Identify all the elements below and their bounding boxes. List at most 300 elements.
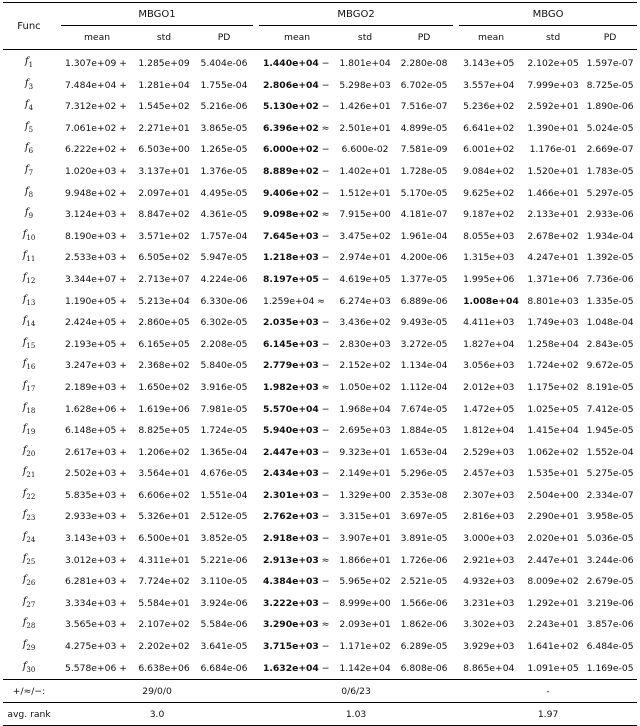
function-symbol: f	[22, 574, 27, 586]
mbgo-pd-cell: 1.392e-05	[586, 252, 634, 264]
mbgo-pd-cell: 3.219e-06	[586, 597, 634, 609]
col-header-std: std	[545, 32, 561, 43]
mbgo2-mean-cell	[259, 50, 335, 75]
table-row	[3, 312, 637, 334]
mbgo2-pd-cell: 1.961e-04	[400, 230, 448, 242]
comparison-symbol: −	[318, 425, 330, 437]
mbgo1-mean-cell: 9.948e+02 +	[65, 187, 127, 199]
mbgo2-std-cell: 3.436e+02	[339, 317, 391, 329]
comparison-symbol: −	[318, 360, 330, 372]
mbgo2-mean-cell	[259, 593, 335, 615]
mbgo2-mean-value: 3.715e+03	[263, 641, 319, 653]
mbgo1-mean-cell: 1.190e+05 +	[65, 295, 127, 307]
mbgo2-mean-cell	[259, 528, 335, 550]
function-label	[3, 550, 55, 572]
function-symbol: f	[22, 639, 27, 651]
mbgo-std-cell: 2.133e+01	[527, 209, 579, 221]
mbgo-pd-cell: 1.597e-07	[586, 58, 634, 69]
mbgo2-std-cell: 1.050e+02	[339, 381, 391, 393]
col-header-pd: PD	[603, 32, 617, 43]
mbgo-std-cell: 8.009e+02	[527, 576, 579, 588]
mbgo-std-cell: 2.020e+01	[527, 533, 579, 545]
function-index: 8	[28, 190, 34, 199]
mbgo2-std-cell: 2.501e+01	[339, 122, 391, 134]
table-row	[3, 269, 637, 291]
mbgo2-mean-value: 6.396e+02	[263, 122, 319, 134]
mbgo1-std-cell: 2.271e+01	[138, 122, 190, 134]
mbgo2-std-cell: 6.600e-02	[341, 144, 389, 156]
mbgo2-mean-value: 8.889e+02	[263, 165, 319, 177]
function-symbol: f	[24, 77, 29, 89]
function-index: 11	[26, 255, 36, 264]
mbgo1-pd-cell: 1.365e-04	[200, 446, 248, 458]
mbgo-mean-cell: 2.816e+03	[463, 511, 515, 523]
mbgo-std-cell: 2.678e+02	[527, 230, 579, 242]
mbgo-std-cell: 1.176e-01	[529, 144, 577, 156]
table-row	[3, 377, 637, 399]
function-label	[3, 636, 55, 658]
mbgo2-mean-cell	[259, 420, 335, 442]
mbgo1-mean-cell: 3.143e+03 +	[65, 533, 127, 545]
mbgo1-pd-cell: 3.916e-05	[200, 381, 248, 393]
function-label	[3, 96, 55, 118]
mbgo1-pd-cell: 1.757e-04	[200, 230, 248, 242]
mbgo1-mean-cell: 5.835e+03 +	[65, 489, 127, 501]
mbgo-std-cell: 7.999e+03	[527, 79, 579, 91]
mbgo2-mean-value: 5.570e+04	[263, 403, 319, 415]
mbgo2-mean-cell	[259, 355, 335, 377]
mbgo-pd-cell: 2.669e-07	[586, 144, 634, 156]
function-label	[3, 269, 55, 291]
func-header: Func	[3, 3, 55, 50]
mbgo1-std-cell: 3.137e+01	[138, 165, 190, 177]
function-index: 19	[26, 428, 36, 437]
mbgo-std-cell: 1.175e+02	[527, 381, 579, 393]
mbgo-pd-cell: 9.672e-05	[586, 360, 634, 372]
mbgo-std-cell: 1.535e+01	[527, 468, 579, 480]
comparison-symbol: −	[318, 230, 330, 242]
mbgo2-pd-cell: 6.808e-06	[395, 658, 453, 680]
function-index: 20	[26, 449, 36, 458]
mbgo1-mean-cell: 2.193e+05 +	[65, 338, 127, 350]
mbgo1-pd-cell: 5.840e-05	[200, 360, 248, 372]
mbgo2-mean-cell	[259, 399, 335, 421]
comparison-symbol: −	[318, 187, 330, 199]
mbgo2-std-cell: 3.475e+02	[339, 230, 391, 242]
function-index: 1	[28, 61, 34, 69]
comparison-symbol: ≈	[318, 619, 330, 631]
mbgo2-mean-value: 2.301e+03	[263, 489, 319, 501]
function-symbol: f	[22, 379, 27, 391]
comparison-symbol: −	[318, 533, 330, 545]
mbgo2-pd-cell: 9.493e-05	[400, 317, 448, 329]
function-symbol: f	[24, 120, 29, 132]
mbgo-pd-cell: 1.335e-05	[586, 295, 634, 307]
mbgo2-std-cell: 1.801e+04	[339, 58, 391, 69]
mbgo1-pd-cell: 5.221e-06	[200, 554, 248, 566]
mbgo1-std-cell: 2.860e+05	[138, 317, 190, 329]
mbgo1-mean-cell: 2.189e+03 +	[65, 381, 127, 393]
mbgo2-mean-value: 7.645e+03	[263, 230, 319, 242]
function-label	[3, 658, 55, 680]
function-symbol: f	[22, 487, 27, 499]
table-row	[3, 658, 637, 680]
mbgo1-std-cell: 2.107e+02	[138, 619, 190, 631]
function-index: 30	[26, 665, 36, 674]
function-symbol: f	[24, 207, 29, 219]
mbgo2-std-cell: 6.274e+03	[339, 295, 391, 307]
mbgo2-mean-cell	[259, 269, 335, 291]
mbgo2-mean-value: 2.913e+03	[263, 554, 319, 566]
mbgo-std-cell: 1.520e+01	[527, 165, 579, 177]
mbgo-pd-cell: 3.244e-06	[586, 554, 634, 566]
mbgo1-pd-cell: 1.265e-05	[200, 144, 248, 156]
table-row	[3, 247, 637, 269]
table-row	[3, 420, 637, 442]
comparison-symbol: −	[318, 446, 330, 458]
mbgo1-mean-cell: 3.247e+03 +	[65, 360, 127, 372]
function-label	[3, 614, 55, 636]
mbgo2-std-cell: 1.512e+01	[339, 187, 391, 199]
mbgo2-mean-value: 5.940e+03	[263, 425, 319, 437]
mbgo1-mean-cell: 3.124e+03 +	[65, 209, 127, 221]
function-label	[3, 463, 55, 485]
group-header-mbgo2: MBGO2	[259, 3, 453, 26]
mbgo1-std-cell: 6.505e+02	[138, 252, 190, 264]
table-row	[3, 161, 637, 183]
mbgo1-mean-cell: 6.222e+02 +	[65, 144, 127, 156]
mbgo1-std-cell: 5.326e+01	[138, 511, 190, 523]
mbgo2-mean-value: 2.447e+03	[263, 446, 319, 458]
mbgo2-pd-cell: 2.280e-08	[400, 58, 448, 69]
mbgo1-pd-cell: 1.376e-05	[200, 165, 248, 177]
table-row	[3, 506, 637, 528]
function-symbol: f	[24, 56, 29, 67]
mbgo2-mean-cell	[259, 183, 335, 205]
comparison-symbol: −	[318, 317, 330, 329]
mbgo2-mean-value: 1.632e+04	[263, 662, 319, 674]
mbgo1-pd-cell: 4.224e-06	[200, 273, 248, 285]
mbgo2-pd-cell: 3.891e-05	[400, 533, 448, 545]
mbgo-mean-cell: 2.012e+03	[463, 381, 515, 393]
mbgo-mean-cell: 8.055e+03	[463, 230, 515, 242]
function-label	[3, 593, 55, 615]
mbgo2-mean-cell	[259, 463, 335, 485]
function-index: 21	[26, 471, 36, 480]
mbgo-pd-cell: 2.933e-06	[586, 209, 634, 221]
mbgo-pd-cell: 1.048e-04	[586, 317, 634, 329]
col-header-std: std	[357, 32, 373, 43]
col-header-mean: mean	[284, 32, 311, 43]
mbgo2-mean-cell	[259, 377, 335, 399]
mbgo2-std-cell: 1.329e+00	[339, 489, 391, 501]
mbgo1-mean-cell: 3.334e+03 +	[65, 597, 127, 609]
function-symbol: f	[22, 315, 27, 327]
mbgo1-std-cell: 1.650e+02	[138, 381, 190, 393]
mbgo2-pd-cell: 7.674e-05	[400, 403, 448, 415]
mbgo-pd-cell: 3.958e-05	[586, 511, 634, 523]
mbgo2-mean-cell	[259, 118, 335, 140]
mbgo2-mean-cell	[259, 614, 335, 636]
mbgo1-pd-cell: 5.947e-05	[200, 252, 248, 264]
subcolumn-header-row	[3, 26, 637, 50]
mbgo2-mean-value: 6.145e+03	[263, 338, 319, 350]
mbgo2-std-cell: 2.152e+02	[339, 360, 391, 372]
average-rank-row-label: avg. rank	[3, 703, 55, 726]
mbgo2-pd-cell: 1.728e-05	[400, 165, 448, 177]
mbgo2-mean-value: 2.762e+03	[263, 511, 319, 523]
mbgo2-pd-cell: 1.884e-05	[400, 425, 448, 437]
mbgo-std-cell: 1.466e+01	[527, 187, 579, 199]
function-symbol: f	[22, 228, 27, 240]
mbgo1-std-cell: 8.847e+02	[138, 209, 190, 221]
mbgo-std-cell: 2.102e+05	[527, 58, 579, 69]
results-table	[3, 2, 637, 726]
mbgo-mean-cell: 1.812e+04	[463, 425, 515, 437]
mbgo-mean-cell: 1.315e+03	[463, 252, 515, 264]
mbgo2-pd-cell: 1.377e-05	[400, 273, 448, 285]
function-index: 9	[28, 212, 34, 221]
mbgo1-std-cell: 4.311e+01	[138, 554, 190, 566]
function-symbol: f	[22, 509, 27, 521]
mbgo-mean-cell: 2.307e+03	[463, 489, 515, 501]
mbgo1-pd-cell: 6.302e-05	[200, 317, 248, 329]
function-symbol: f	[22, 293, 27, 305]
function-label	[3, 420, 55, 442]
mbgo1-std-cell: 2.368e+02	[138, 360, 190, 372]
comparison-symbol: ≈	[318, 209, 330, 221]
function-label	[3, 291, 55, 313]
mbgo-std-cell: 2.290e+01	[527, 511, 579, 523]
mbgo1-pd-cell: 7.981e-05	[200, 403, 248, 415]
mbgo-std-cell: 1.749e+03	[527, 317, 579, 329]
mbgo-pd-cell: 6.484e-05	[586, 641, 634, 653]
mbgo1-mean-cell: 2.502e+03 +	[65, 468, 127, 480]
mbgo-pd-cell: 8.725e-05	[586, 79, 634, 91]
mbgo2-mean-value: 8.197e+05	[263, 273, 319, 285]
function-symbol: f	[24, 163, 29, 175]
mbgo2-mean-cell	[259, 139, 335, 161]
mbgo2-pd-cell: 6.289e-05	[400, 641, 448, 653]
mbgo1-mean-cell: 8.190e+03 +	[65, 230, 127, 242]
mbgo1-pd-cell: 5.216e-06	[200, 101, 248, 113]
mbgo2-mean-value: 3.222e+03	[263, 597, 319, 609]
mbgo-std-cell: 1.390e+01	[527, 122, 579, 134]
mbgo1-mean-cell: 6.148e+05 +	[65, 425, 127, 437]
mbgo2-pd-cell: 1.566e-06	[400, 597, 448, 609]
group-header-row	[3, 3, 637, 26]
mbgo2-std-cell: 5.965e+02	[339, 576, 391, 588]
mbgo-mean-cell: 6.641e+02	[463, 122, 515, 134]
mbgo2-pd-cell: 1.862e-06	[400, 619, 448, 631]
mbgo-std-cell: 4.247e+01	[527, 252, 579, 264]
mbgo1-pd-cell: 2.512e-05	[200, 511, 248, 523]
mbgo1-std-cell: 2.097e+01	[138, 187, 190, 199]
mbgo2-mean-value: 1.259e+04	[263, 295, 315, 307]
function-symbol: f	[24, 142, 29, 154]
mbgo2-mean-cell	[259, 204, 335, 226]
mbgo1-std-cell: 1.281e+04	[138, 79, 190, 91]
mbgo2-std-cell: 1.402e+01	[339, 165, 391, 177]
mbgo1-std-cell: 2.202e+02	[138, 641, 190, 653]
function-index: 18	[26, 406, 36, 415]
table-row	[3, 118, 637, 140]
mbgo2-mean-value: 2.035e+03	[263, 317, 319, 329]
mbgo2-mean-value: 5.130e+02	[263, 101, 319, 113]
mbgo-std-cell: 1.641e+02	[527, 641, 579, 653]
mbgo2-std-cell: 2.695e+03	[339, 425, 391, 437]
mbgo2-std-cell: 9.323e+01	[339, 446, 391, 458]
mbgo1-pd-cell: 4.495e-05	[200, 187, 248, 199]
mbgo2-std-cell: 3.907e+01	[339, 533, 391, 545]
mbgo2-mean-value: 2.806e+04	[263, 79, 319, 91]
mbgo-pd-cell: 5.275e-05	[586, 468, 634, 480]
function-index: 15	[26, 341, 36, 350]
mbgo1-pd-cell: 3.110e-05	[200, 576, 248, 588]
mbgo2-std-cell: 1.968e+04	[339, 403, 391, 415]
mbgo-pd-cell: 8.191e-05	[586, 381, 634, 393]
mbgo1-mean-cell: 7.312e+02 +	[65, 101, 127, 113]
mbgo-mean-cell: 2.921e+03	[463, 554, 515, 566]
table-row	[3, 334, 637, 356]
table-row	[3, 485, 637, 507]
comparison-symbol: −	[318, 576, 330, 588]
function-symbol: f	[22, 401, 27, 413]
mbgo-pd-cell: 3.857e-06	[586, 619, 634, 631]
mbgo2-pd-cell: 6.889e-06	[400, 295, 448, 307]
mbgo-mean-cell: 5.236e+02	[463, 101, 515, 113]
table-row	[3, 139, 637, 161]
mbgo1-pd-cell: 6.684e-06	[195, 658, 253, 680]
function-label	[3, 247, 55, 269]
comparison-symbol: −	[318, 144, 330, 156]
mbgo1-mean-cell: 2.424e+05 +	[65, 317, 127, 329]
mbgo2-std-cell: 4.619e+05	[339, 273, 391, 285]
function-symbol: f	[22, 444, 27, 456]
comparison-symbol: −	[318, 252, 330, 264]
comparison-symbol: −	[318, 489, 330, 501]
group-header-mbgo: MBGO	[459, 3, 637, 26]
mbgo-std-cell: 1.091e+05	[523, 658, 583, 680]
mbgo-pd-cell: 7.736e-06	[586, 273, 634, 285]
table-row	[3, 96, 637, 118]
table-row	[3, 50, 637, 75]
mbgo1-pd-cell: 2.208e-05	[200, 338, 248, 350]
function-symbol: f	[24, 185, 29, 197]
comparison-symbol: ≈	[318, 554, 330, 566]
mbgo-mean-cell: 6.001e+02	[463, 144, 515, 156]
mbgo-pd-cell: 5.036e-05	[586, 533, 634, 545]
function-symbol: f	[22, 660, 27, 672]
mbgo1-std-cell: 6.606e+02	[138, 489, 190, 501]
mbgo2-pd-cell: 7.581e-09	[400, 144, 448, 156]
function-label	[3, 139, 55, 161]
mbgo1-mean-cell: 5.578e+06 +	[61, 658, 133, 680]
comparison-symbol: −	[318, 338, 330, 350]
average-rank-row	[3, 703, 637, 726]
function-index: 14	[26, 320, 36, 329]
mbgo-pd-cell: 2.334e-07	[586, 489, 634, 501]
mbgo-std-cell: 1.371e+06	[527, 273, 579, 285]
mbgo2-std-cell: 1.142e+04	[335, 658, 395, 680]
mbgo2-mean-cell	[259, 658, 335, 680]
mbgo2-mean-value: 9.406e+02	[263, 187, 319, 199]
mbgo1-pd-cell: 1.755e-04	[200, 79, 248, 91]
mbgo1-pd-cell: 3.924e-06	[200, 597, 248, 609]
function-symbol: f	[24, 99, 29, 111]
mbgo1-mean-cell: 1.307e+09 +	[65, 58, 127, 69]
mbgo-pd-cell: 5.297e-05	[586, 187, 634, 199]
mbgo1-mean-cell: 2.533e+03 +	[65, 252, 127, 264]
mbgo1-std-cell: 6.638e+06	[133, 658, 195, 680]
function-index: 5	[28, 125, 34, 134]
mbgo1-mean-cell: 4.275e+03 +	[65, 641, 127, 653]
function-index: 26	[26, 579, 36, 588]
mbgo-std-cell: 1.415e+04	[527, 425, 579, 437]
function-index: 23	[26, 514, 36, 523]
table-row	[3, 571, 637, 593]
mbgo2-mean-value: 9.098e+02	[263, 209, 319, 221]
mbgo1-mean-cell: 7.484e+04 +	[65, 79, 127, 91]
col-header-pd: PD	[217, 32, 231, 43]
function-label	[3, 442, 55, 464]
mbgo2-mean-value: 1.218e+03	[263, 252, 319, 264]
comparison-symbol: ≈	[318, 122, 330, 134]
function-symbol: f	[22, 358, 27, 370]
mbgo-std-cell: 2.592e+01	[527, 101, 579, 113]
table-row	[3, 204, 637, 226]
mbgo2-pd-cell: 7.516e-07	[400, 101, 448, 113]
comparison-symbol: −	[318, 79, 330, 91]
mbgo2-mean-value: 2.779e+03	[263, 360, 319, 372]
win-tie-loss-row-value: 0/6/23	[259, 680, 453, 703]
mbgo-pd-cell: 1.890e-06	[586, 101, 634, 113]
mbgo1-std-cell: 1.545e+02	[138, 101, 190, 113]
mbgo2-std-cell: 1.171e+02	[339, 641, 391, 653]
mbgo-mean-cell: 3.302e+03	[463, 619, 515, 631]
mbgo1-std-cell: 1.285e+09	[138, 58, 190, 69]
function-label	[3, 204, 55, 226]
mbgo-std-cell: 2.447e+01	[527, 554, 579, 566]
win-tie-loss-row-value: 29/0/0	[61, 680, 253, 703]
comparison-symbol: −	[318, 165, 330, 177]
mbgo2-mean-cell	[259, 75, 335, 97]
function-symbol: f	[22, 531, 27, 543]
results-table-figure	[0, 2, 640, 720]
function-label	[3, 183, 55, 205]
mbgo-mean-cell: 1.008e+04	[463, 295, 519, 307]
table-row	[3, 593, 637, 615]
mbgo2-pd-cell: 1.653e-04	[400, 446, 448, 458]
mbgo2-std-cell: 5.298e+03	[339, 79, 391, 91]
mbgo-pd-cell: 1.552e-04	[586, 446, 634, 458]
mbgo1-std-cell: 3.571e+02	[138, 230, 190, 242]
function-index: 6	[28, 147, 34, 156]
mbgo2-pd-cell: 3.697e-05	[400, 511, 448, 523]
mbgo-mean-cell: 1.472e+05	[463, 403, 515, 415]
mbgo-std-cell: 1.292e+01	[527, 597, 579, 609]
mbgo1-std-cell: 2.713e+07	[138, 273, 190, 285]
mbgo1-mean-cell: 1.628e+06 +	[65, 403, 127, 415]
table-row	[3, 355, 637, 377]
mbgo1-std-cell: 3.564e+01	[138, 468, 190, 480]
function-symbol: f	[22, 271, 27, 283]
comparison-symbol: ≈	[318, 381, 330, 393]
function-index: 28	[26, 622, 36, 631]
function-label	[3, 399, 55, 421]
function-label	[3, 377, 55, 399]
mbgo-pd-cell: 5.024e-05	[586, 122, 634, 134]
